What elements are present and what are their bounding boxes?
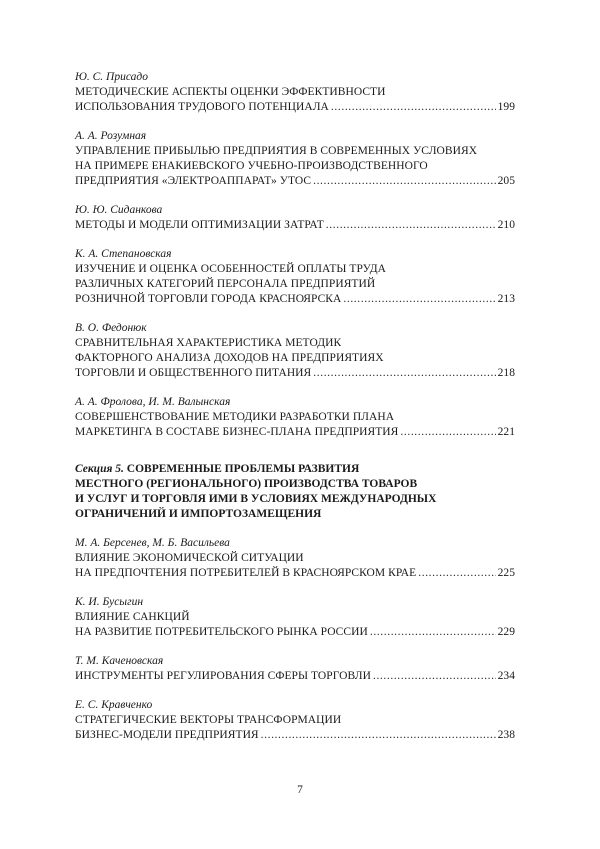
entry-last-line (75, 728, 515, 743)
dot-leader (261, 728, 496, 743)
entry-last-line (75, 174, 515, 189)
entry-author: К. А. Степановская (75, 248, 172, 260)
entry-author: Ю. Ю. Сиданкова (75, 204, 163, 216)
entry-last-line (75, 366, 515, 381)
entry-title-line: ИЗУЧЕНИЕ И ОЦЕНКА ОСОБЕННОСТЕЙ ОПЛАТЫ ТРУДА (75, 263, 386, 275)
entry-title-line: ТОРГОВЛИ И ОБЩЕСТВЕННОГО ПИТАНИЯ (75, 367, 312, 379)
entry-last-line (75, 292, 515, 307)
toc-entry (75, 129, 515, 189)
table-of-contents (75, 70, 515, 757)
entry-last-line (75, 218, 515, 233)
toc-entry (75, 70, 515, 115)
entry-page-number: 205 (497, 175, 515, 187)
entry-page-number: 218 (497, 367, 515, 379)
toc-entry (75, 654, 515, 684)
entry-last-line (75, 566, 515, 581)
section-heading (75, 462, 515, 522)
section-title-line: СОВРЕМЕННЫЕ ПРОБЛЕМЫ РАЗВИТИЯ (126, 463, 360, 475)
page-number: 7 (297, 784, 303, 796)
toc-entry (75, 698, 515, 743)
entry-title-line: БИЗНЕС-МОДЕЛИ ПРЕДПРИЯТИЯ (75, 729, 259, 741)
toc-entry (75, 321, 515, 381)
entry-title-line: ПРЕДПРИЯТИЯ «ЭЛЕКТРОАППАРАТ» УТОС (75, 175, 312, 187)
toc-entry (75, 595, 515, 640)
entry-title-line: ИНСТРУМЕНТЫ РЕГУЛИРОВАНИЯ СФЕРЫ ТОРГОВЛИ (75, 670, 371, 682)
entry-page-number: 221 (497, 426, 515, 438)
toc-entries-top (75, 70, 515, 440)
section-label: Секция 5. (75, 463, 124, 475)
entry-title-line: СРАВНИТЕЛЬНАЯ ХАРАКТЕРИСТИКА МЕТОДИК (75, 337, 342, 349)
entry-author: К. И. Бусыгин (75, 596, 144, 608)
dot-leader (400, 425, 495, 440)
entry-title-line: НА РАЗВИТИЕ ПОТРЕБИТЕЛЬСКОГО РЫНКА РОССИИ (75, 626, 368, 638)
toc-entry (75, 395, 515, 440)
section-title-line: МЕСТНОГО (РЕГИОНАЛЬНОГО) ПРОИЗВОДСТВА ТОВАРОВ (75, 478, 418, 490)
entry-title-line: МЕТОДИЧЕСКИЕ АСПЕКТЫ ОЦЕНКИ ЭФФЕКТИВНОСТИ (75, 86, 386, 98)
dot-leader (331, 100, 496, 115)
entry-title-line: ВЛИЯНИЕ САНКЦИЙ (75, 611, 190, 623)
dot-leader (343, 292, 495, 307)
entry-page-number: 199 (497, 101, 515, 113)
entry-author: Т. М. Каченовская (75, 655, 164, 667)
entry-title-line: СТРАТЕГИЧЕСКИЕ ВЕКТОРЫ ТРАНСФОРМАЦИИ (75, 714, 342, 726)
entry-title-line: РОЗНИЧНОЙ ТОРГОВЛИ ГОРОДА КРАСНОЯРСКА (75, 293, 342, 305)
section-title (75, 463, 436, 520)
toc-entry (75, 203, 515, 233)
entry-last-line (75, 669, 515, 684)
entry-title-line: НА ПРИМЕРЕ ЕНАКИЕВСКОГО УЧЕБНО-ПРОИЗВОДСТВЕННОГО (75, 160, 428, 172)
dot-leader (373, 669, 496, 684)
toc-entry (75, 247, 515, 307)
entry-author: Е. С. Кравченко (75, 699, 153, 711)
entry-page-number: 238 (497, 729, 515, 741)
dot-leader (370, 625, 496, 640)
entry-page-number: 225 (497, 567, 515, 579)
entry-author: А. А. Фролова, И. М. Валынская (75, 396, 231, 408)
section-title-line: И УСЛУГ И ТОРГОВЛЯ ИМИ В УСЛОВИЯХ МЕЖДУНАРОДНЫХ (75, 493, 437, 505)
entry-page-number: 213 (497, 293, 515, 305)
entry-title-line: ИСПОЛЬЗОВАНИЯ ТРУДОВОГО ПОТЕНЦИАЛА (75, 101, 329, 113)
entry-author: В. О. Федонюк (75, 322, 147, 334)
entry-last-line (75, 425, 515, 440)
entry-last-line (75, 100, 515, 115)
entry-title-line: УПРАВЛЕНИЕ ПРИБЫЛЬЮ ПРЕДПРИЯТИЯ В СОВРЕМЕННЫХ УСЛОВИЯХ (75, 145, 478, 157)
entry-author: М. А. Берсенев, М. Б. Васильева (75, 537, 230, 549)
entry-title-line: ФАКТОРНОГО АНАЛИЗА ДОХОДОВ НА ПРЕДПРИЯТИЯХ (75, 352, 384, 364)
entry-title-line: ВЛИЯНИЕ ЭКОНОМИЧЕСКОЙ СИТУАЦИИ (75, 552, 304, 564)
entry-title-line: МАРКЕТИНГА В СОСТАВЕ БИЗНЕС-ПЛАНА ПРЕДПРИЯТИЯ (75, 426, 399, 438)
entry-title-line: РАЗЛИЧНЫХ КАТЕГОРИЙ ПЕРСОНАЛА ПРЕДПРИЯТИЙ (75, 278, 376, 290)
entry-last-line (75, 625, 515, 640)
dot-leader (326, 218, 496, 233)
toc-entry (75, 536, 515, 581)
entry-title-line: СОВЕРШЕНСТВОВАНИЕ МЕТОДИКИ РАЗРАБОТКИ ПЛАНА (75, 411, 395, 423)
entry-page-number: 234 (497, 670, 515, 682)
toc-entries-bottom (75, 536, 515, 743)
entry-title-line: НА ПРЕДПОЧТЕНИЯ ПОТРЕБИТЕЛЕЙ В КРАСНОЯРСКОМ КРАЕ (75, 567, 417, 579)
section-title-line: ОГРАНИЧЕНИЙ И ИМПОРТОЗАМЕЩЕНИЯ (75, 508, 322, 520)
dot-leader (313, 174, 495, 189)
entry-page-number: 229 (497, 626, 515, 638)
entry-title-line: МЕТОДЫ И МОДЕЛИ ОПТИМИЗАЦИИ ЗАТРАТ (75, 219, 324, 231)
entry-author: Ю. С. Присадо (75, 71, 148, 83)
entry-author: А. А. Розумная (75, 130, 147, 142)
dot-leader (313, 366, 495, 381)
dot-leader (418, 566, 495, 581)
entry-page-number: 210 (497, 219, 515, 231)
